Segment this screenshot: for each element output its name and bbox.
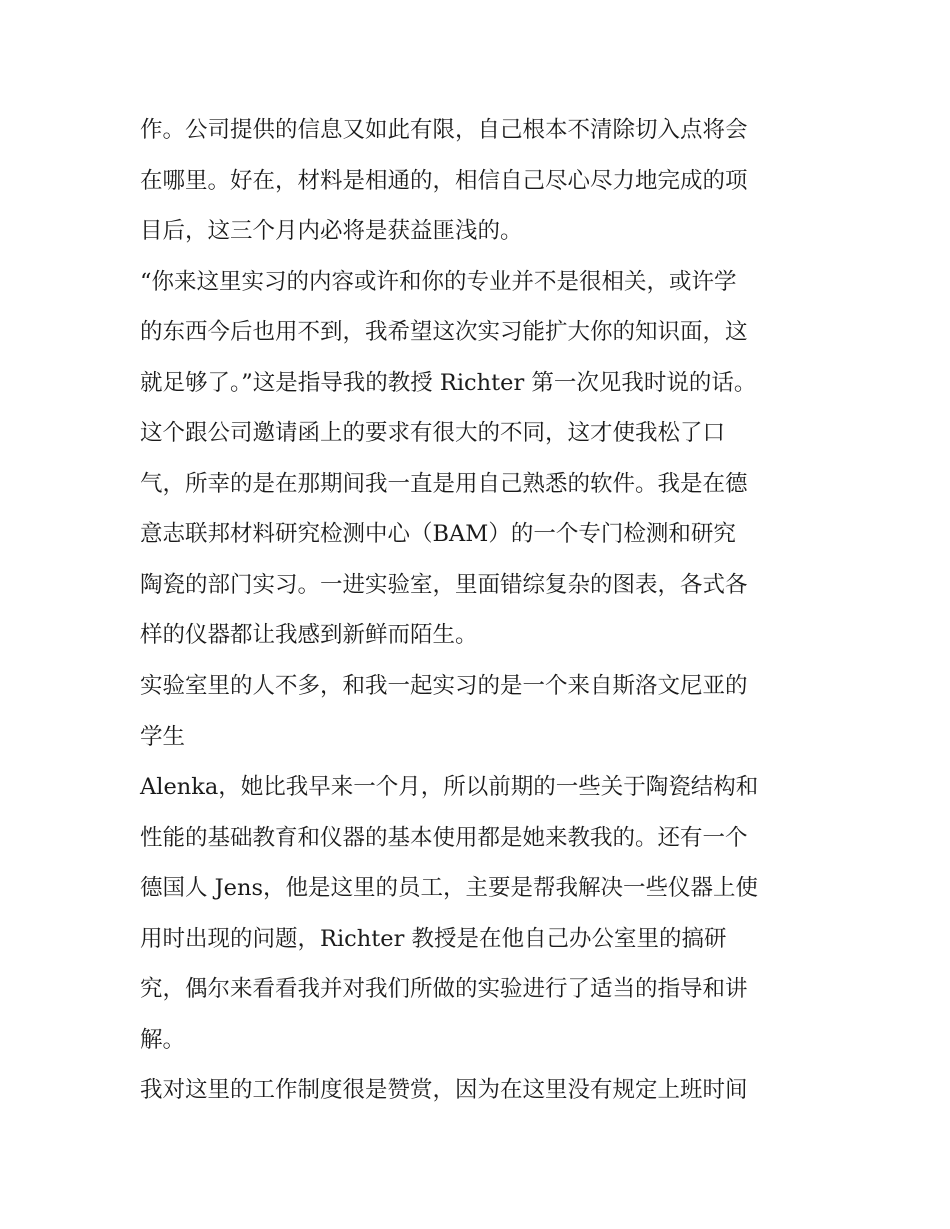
text-line: 性能的基础教育和仪器的基本使用都是她来教我的。还有一个 (140, 825, 748, 851)
text-line: 这个跟公司邀请函上的要求有很大的不同，这才使我松了口 (140, 420, 726, 446)
text-line: 气，所幸的是在那期间我一直是用自己熟悉的软件。我是在德 (140, 471, 748, 497)
text-line: 样的仪器都让我感到新鲜而陌生。 (140, 622, 478, 648)
text-line: 陶瓷的部门实习。一进实验室，里面错综复杂的图表，各式各 (140, 572, 748, 598)
text-line: 目后，这三个月内必将是获益匪浅的。 (140, 218, 523, 244)
text-line: 意志联邦材料研究检测中心（BAM）的一个专门检测和研究 (140, 521, 736, 547)
text-line: 的东西今后也用不到，我希望这次实习能扩大你的知识面，这 (140, 319, 748, 345)
text-line: 解。 (140, 1027, 186, 1053)
text-line: Alenka，她比我早来一个月，所以前期的一些关于陶瓷结构和 (140, 774, 759, 800)
text-line: 学生 (140, 724, 186, 750)
text-line: 在哪里。好在，材料是相通的，相信自己尽心尽力地完成的项 (140, 168, 748, 194)
text-line: 我对这里的工作制度很是赞赏，因为在这里没有规定上班时间 (140, 1077, 748, 1103)
text-line: 就足够了。”这是指导我的教授 Richter 第一次见我时说的话。 (140, 370, 757, 396)
text-line: 作。公司提供的信息又如此有限，自己根本不清除切入点将会 (140, 117, 748, 143)
text-line: 德国人 Jens，他是这里的员工，主要是帮我解决一些仪器上使 (140, 875, 759, 901)
text-line: 用时出现的问题，Richter 教授是在他自己办公室里的搞研 (140, 926, 727, 952)
text-line: 究，偶尔来看看我并对我们所做的实验进行了适当的指导和讲 (140, 976, 748, 1002)
text-line: “你来这里实习的内容或许和你的专业并不是很相关，或许学 (140, 269, 737, 295)
text-line: 实验室里的人不多，和我一起实习的是一个来自斯洛文尼亚的 (140, 673, 748, 699)
